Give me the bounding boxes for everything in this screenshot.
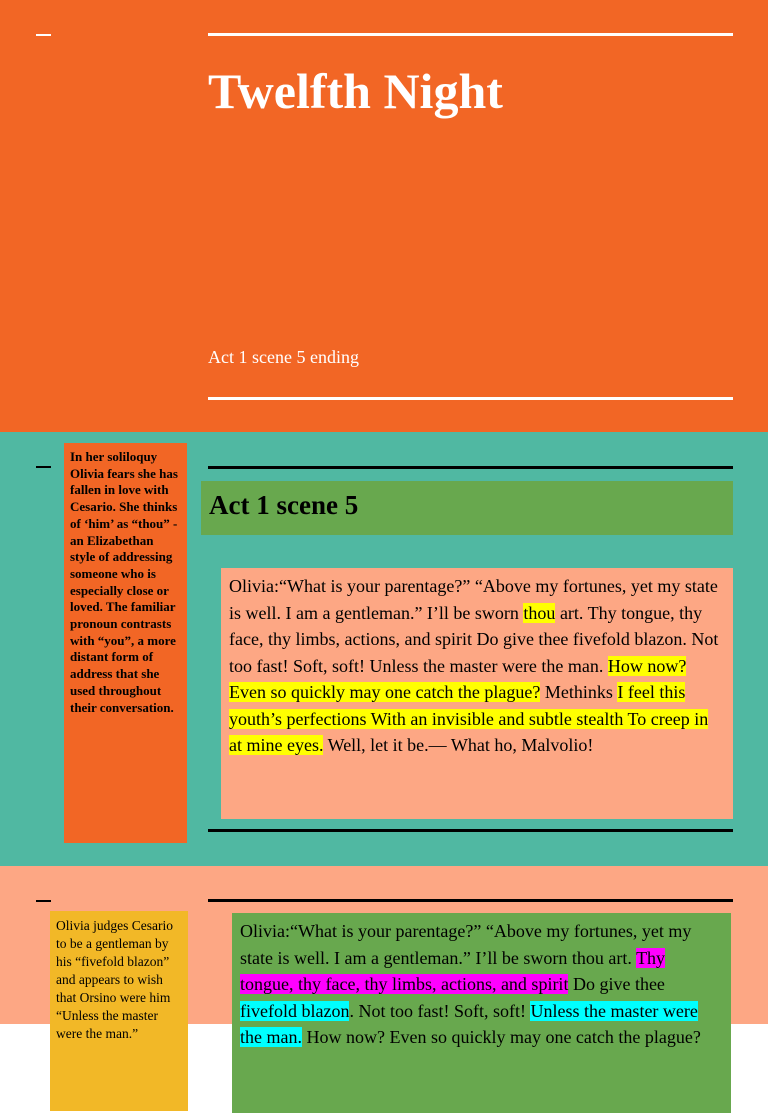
top-rule (208, 466, 733, 469)
quote-text: . Not too fast! Soft, soft! (349, 1000, 531, 1021)
quote-text: Do give thee (568, 974, 665, 994)
analysis-slide-2 (0, 866, 768, 1047)
quote-text: art. Thy tongue, thy face, thy limbs, actions, and spirit Do give thee fivefold blazon. Not too fast! Soft, soft! Unless the master were the man. (229, 602, 719, 676)
quote-box (221, 568, 733, 819)
quote-text: Olivia:“What is your parentage?” “Above my fortunes, yet my state is well. I am a gentleman.” I’ll be sworn thou art. (240, 921, 692, 968)
highlight-master: Unless the master were the man. (240, 1000, 698, 1047)
highlight-plague: How now? Even so quickly may one catch the plague? (229, 655, 687, 702)
slide-marker (36, 34, 51, 36)
top-rule (208, 899, 733, 902)
quote-text: How now? Even so quickly may one catch the plague? (301, 1027, 701, 1047)
slide-heading: Act 1 scene 5 (209, 490, 359, 520)
quote-text: Methinks (540, 682, 618, 702)
quote-box (232, 913, 731, 1113)
analysis-slide-1 (0, 432, 768, 866)
quote-text: Well, let it be.— What ho, Malvolio! (323, 735, 594, 755)
annotation-text: Olivia judges Cesario to be a gentleman by his “fivefold blazon” and appears to wish that Orsino were him “Unless the master were the man.” (56, 918, 173, 1041)
highlight-perfections: I feel this youth’s perfections With an invisible and subtle stealth To creep in at mine eyes. (229, 682, 709, 755)
top-rule (208, 33, 733, 36)
highlight-blazon: fivefold blazon (240, 1000, 350, 1021)
title-slide (0, 0, 768, 432)
highlight-thou: thou (523, 602, 556, 623)
annotation-text: In her soliloquy Olivia fears she has fallen in love with Cesario. She thinks of ‘him’ as “thou” - an Elizabethan style of addressing someone who is especially close or loved. The familiar pronoun contrasts with “you”, a more distant form of address that she used throughout their conversation. (70, 449, 178, 715)
bottom-rule (208, 829, 733, 832)
slide-marker (36, 900, 51, 902)
presentation-subtitle: Act 1 scene 5 ending (208, 347, 359, 367)
highlight-tongue: Thy tongue, thy face, thy limbs, actions, and spirit (240, 947, 666, 994)
annotation-note (64, 443, 187, 843)
slide-marker (36, 466, 51, 468)
annotation-note (50, 911, 188, 1111)
heading-bar (201, 481, 733, 535)
quote-text: Olivia:“What is your parentage?” “Above my fortunes, yet my state is well. I am a gentleman.” I’ll be sworn (229, 576, 718, 623)
bottom-rule (208, 397, 733, 400)
presentation-title: Twelfth Night (208, 63, 503, 119)
